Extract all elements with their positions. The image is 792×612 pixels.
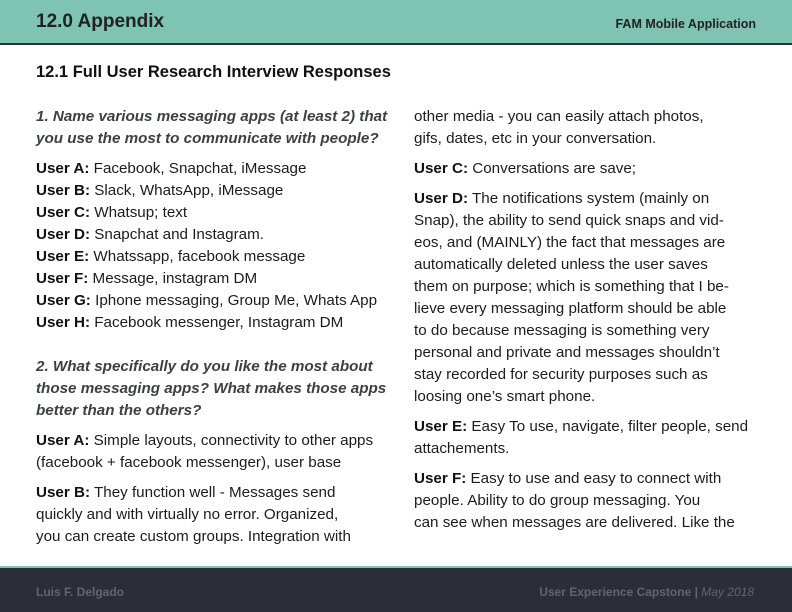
answer-text: Facebook, Snapchat, iMessage (89, 160, 307, 177)
header-title: 12.0 Appendix (36, 11, 165, 32)
page-footer (0, 566, 792, 612)
answer-row (36, 224, 396, 246)
answer-text: people. Ability to do group messaging. You (414, 492, 701, 509)
answer-text: The notifications system (mainly on (468, 190, 710, 207)
answer-user-b-continued (414, 106, 759, 150)
answer-row (36, 290, 396, 312)
answer-row (36, 158, 396, 180)
answer-text: Simple layouts, connectivity to other apps (89, 432, 374, 449)
answer-text: other media - you can easily attach photos, (414, 108, 704, 125)
answer-list-q1 (36, 158, 396, 334)
answer-text: quickly and with virtually no error. Organized, (36, 506, 339, 523)
answer-text: They function well - Messages send (90, 484, 336, 501)
right-column (414, 106, 759, 534)
footer-author: Luis F. Delgado (36, 585, 125, 599)
answer-text: Slack, WhatsApp, iMessage (90, 182, 284, 199)
answer-text: eos, and (MAINLY) the fact that messages are (414, 234, 726, 251)
user-label: User C: (36, 204, 91, 221)
user-label: User D: (414, 190, 469, 207)
user-label: User E: (36, 248, 90, 265)
answer-text: stay recorded for security purposes such as (414, 366, 708, 383)
footer-course-date (539, 585, 754, 599)
user-label: User B: (36, 484, 91, 501)
answer-user-c (414, 158, 759, 180)
answer-text: Message, instagram DM (88, 270, 258, 287)
answer-text: personal and private and messages shouldn’t (414, 344, 720, 361)
user-label: User F: (36, 270, 89, 287)
question-line: 2. What specifically do you like the most about (36, 358, 373, 375)
user-label: User D: (36, 226, 91, 243)
user-label: User A: (36, 160, 90, 177)
user-label: User B: (36, 182, 91, 199)
answer-text: can see when messages are delivered. Like the (414, 514, 735, 531)
answer-text: lieve every messaging platform should be able (414, 300, 727, 317)
question-line: better than the others? (36, 402, 202, 419)
page-header (0, 0, 792, 45)
question-line: those messaging apps? What makes those apps (36, 380, 387, 397)
answer-user-d (414, 188, 759, 408)
user-label: User H: (36, 314, 91, 331)
answer-text: Facebook messenger, Instagram DM (90, 314, 344, 331)
answer-text: Easy To use, navigate, filter people, send (467, 418, 749, 435)
answer-text: Easy to use and easy to connect with (466, 470, 722, 487)
question-2 (36, 356, 396, 422)
user-label: User A: (36, 432, 90, 449)
answer-user-f (414, 468, 759, 534)
header-app-name: FAM Mobile Application (615, 17, 756, 31)
answer-text: them on purpose; which is something that I be- (414, 278, 729, 295)
user-label: User F: (414, 470, 467, 487)
answer-user-b (36, 482, 396, 548)
question-line: 1. Name various messaging apps (at least 2) that (36, 108, 388, 125)
left-column (36, 106, 396, 548)
answer-text: Whatsup; text (90, 204, 188, 221)
footer-date: May 2018 (701, 585, 754, 599)
user-label: User E: (414, 418, 468, 435)
user-label: User G: (36, 292, 91, 309)
user-label: User C: (414, 160, 469, 177)
answer-text: attachements. (414, 440, 510, 457)
answer-text: Whatssapp, facebook message (89, 248, 306, 265)
answer-text: loosing one’s smart phone. (414, 388, 596, 405)
answer-user-e (414, 416, 759, 460)
question-line: you use the most to communicate with people? (36, 130, 379, 147)
answer-text: Snap), the ability to send quick snaps and vid- (414, 212, 724, 229)
answer-row (36, 202, 396, 224)
answer-row (36, 268, 396, 290)
section-title: 12.1 Full User Research Interview Responses (36, 63, 391, 81)
answer-text: (facebook + facebook messenger), user base (36, 454, 342, 471)
answer-text: to do because messaging is something very (414, 322, 710, 339)
answer-text: you can create custom groups. Integration with (36, 528, 351, 545)
answer-row (36, 246, 396, 268)
answer-text: Conversations are save; (468, 160, 637, 177)
answer-text: Iphone messaging, Group Me, Whats App (90, 292, 378, 309)
answer-user-a (36, 430, 396, 474)
answer-text: gifs, dates, etc in your conversation. (414, 130, 657, 147)
answer-text: Snapchat and Instagram. (90, 226, 264, 243)
answer-text: automatically deleted unless the user saves (414, 256, 708, 273)
answer-row (36, 312, 396, 334)
footer-course: User Experience Capstone | (539, 585, 702, 599)
answer-row (36, 180, 396, 202)
question-1 (36, 106, 396, 150)
